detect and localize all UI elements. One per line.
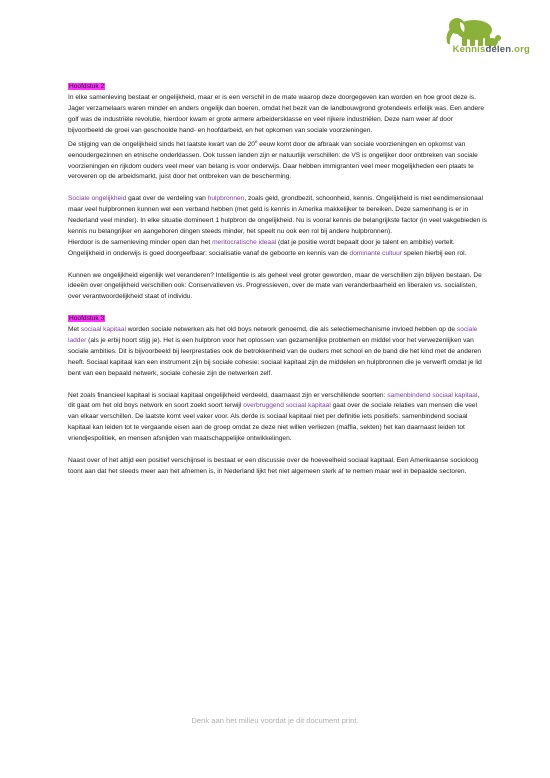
- paragraph: Net zoals financieel kapitaal is sociaal kapitaal ongelijkheid verdeeld, daarnaast zijn er verschillende soorten: samenbindend sociaal kapitaal, dit gaat om het old boys network en soort zoekt soort terwijl overbruggend sociaal kapitaal gaat over de sociale relaties van mensen die veel van elkaar verschillen. De laatste komt veel vaker voor. Als derde is sociaal kapitaal niet per definitie iets positiefs: samenbindend sociaal kapitaal kan leiden tot te vergaande eisen aan de groep omdat ze deze niet willen verliezen (maffia, sekten) het kan daarnaast leiden tot vriendjespolitiek, en mensen afsnijden van maatschappelijke ontwikkelingen.: [68, 391, 480, 443]
- document-body: [68, 82, 488, 478]
- keyword: overbruggend sociaal kapitaal: [243, 402, 331, 410]
- keyword: dominante cultuur: [349, 249, 402, 257]
- paragraph: Sociale ongelijkheid gaat over de verdeling van hulpbronnen, zoals geld, grondbezit, schoonheid, kennis. Ongelijkheid is niet eendimensionaal maar veel hulpbronnen kunnen wel een verband hebben (met geld is kennis in Amerika makkelijker te bereiken. Deze samenhang is er in Nederland veel minder). In elke situatie domineert 1 hulpbron de ongelijkheid. Nu is vooral kennis de belangrijkste factor (in veel vakgebieden is kennis nu belangrijker en aangeboren dingen steeds minder, het speelt nu ook een rol bij andere hulpbronnen). Hierdoor is de samenleving minder open dan het meritocratische ideaal (dat je positie wordt bepaalt door je talent en ambitie) vertelt. Ongelijkheid in onderwijs is goed doorgeefbaar: socialisatie vanaf de geboorte en kennis van de dominante cultuur spelen hierbij een rol.: [68, 195, 487, 257]
- footer-note: Denk aan het milieu voordat je dit document print.: [191, 716, 359, 725]
- logo-wordmark: Kennisdelen.org: [452, 44, 530, 55]
- paragraph: Naast over of het altijd een positief verschijnsel is bestaat er een discussie over de hoeveelheid sociaal kapitaal. Een Amerikaanse socioloog toont aan dat het steeds meer aan het afnemen is, in Nederland lijkt het niet algemeen sterk af te nemen maar wel in bepaalde sectoren.: [68, 456, 479, 475]
- keyword: sociale ladder: [68, 326, 478, 344]
- keyword: Sociale ongelijkheid: [68, 195, 127, 203]
- keyword: meritocratische ideaal: [212, 238, 277, 246]
- chapter-3-heading: Hoofdstuk 3: [69, 315, 105, 323]
- keyword: sociaal kapitaal: [80, 326, 126, 334]
- paragraph: Kunnen we ongelijkheid eigenlijk wel veranderen? Intelligentie is als geheel veel groter geworden, maar de verschillen zijn blijven bestaan. De ideeën over ongelijkheid verschillen ook: Conservatieven vs. Progressieven, over de mate van veranderbaarheid en liberalen vs. socialisten, over verantwoordelijkheid staat of individu.: [68, 271, 482, 301]
- paragraph: In elke samenleving bestaat er ongelijkheid, maar er is een verschil in de mate waarop deze doorgegeven kan worden en hoe groot deze is. Jager verzamelaars waren minder en anders ongelijk dan boeren, omdat het bezit van de landbouwgrond grotendeels erfelijk was. Een andere golf was de industriële revolutie, hierdoor kwam er grote armere arbeidersklasse en veel rijkere industriëlen. Deze nam weer af door bijvoorbeeld de groei van geschoolde hand- en hoofdarbeid, en het opkomen van sociale voorzieningen.: [68, 93, 485, 134]
- paragraph: Met sociaal kapitaal worden sociale netwerken als het old boys network genoemd, die als selectiemechanisme invloed hebben op de sociale ladder (als je erbij hoort stijg je). Het is een hulpbron voor het oplossen van gezamenlijke problemen en middel voor het verwezenlijken van sociale ambities. Dit is bijvoorbeeld bij leerprestaties ook de betrokkenheid van de ouders met school en de band die het kind met de anderen heeft. Sociaal kapitaal kan een instrument zijn bij sociale cohesie: sociaal kapitaal zijn de middelen en hulpbronnen die je verwerft omdat je lid bent van een bepaald netwerk, sociale cohesie zijn de netwerken zelf.: [68, 326, 482, 377]
- paragraph: De stijging van de ongelijkheid sinds het laatste kwart van de 20e eeuw komt door de afbraak van sociale voorzieningen en opkomst van eenoudergezinnen en etnische onderklassen. Ook tussen landen zijn er natuurlijk verschillen: de VS is ongelijker door ontbreken van sociale voorzieningen en rijkdom ouders veel meer van belang is voor onderwijs. Daar hebben immigranten veel meer mogelijkheden een plaats te veroveren op de arbeidsmarkt, juist door het ontbreken van de bescherming.: [68, 138, 478, 181]
- keyword: samenbindend sociaal kapitaal: [387, 391, 478, 399]
- keyword: hulpbronnen: [207, 195, 245, 203]
- chapter-2-heading: Hoofdstuk 2: [69, 83, 105, 90]
- site-logo[interactable]: [410, 16, 530, 60]
